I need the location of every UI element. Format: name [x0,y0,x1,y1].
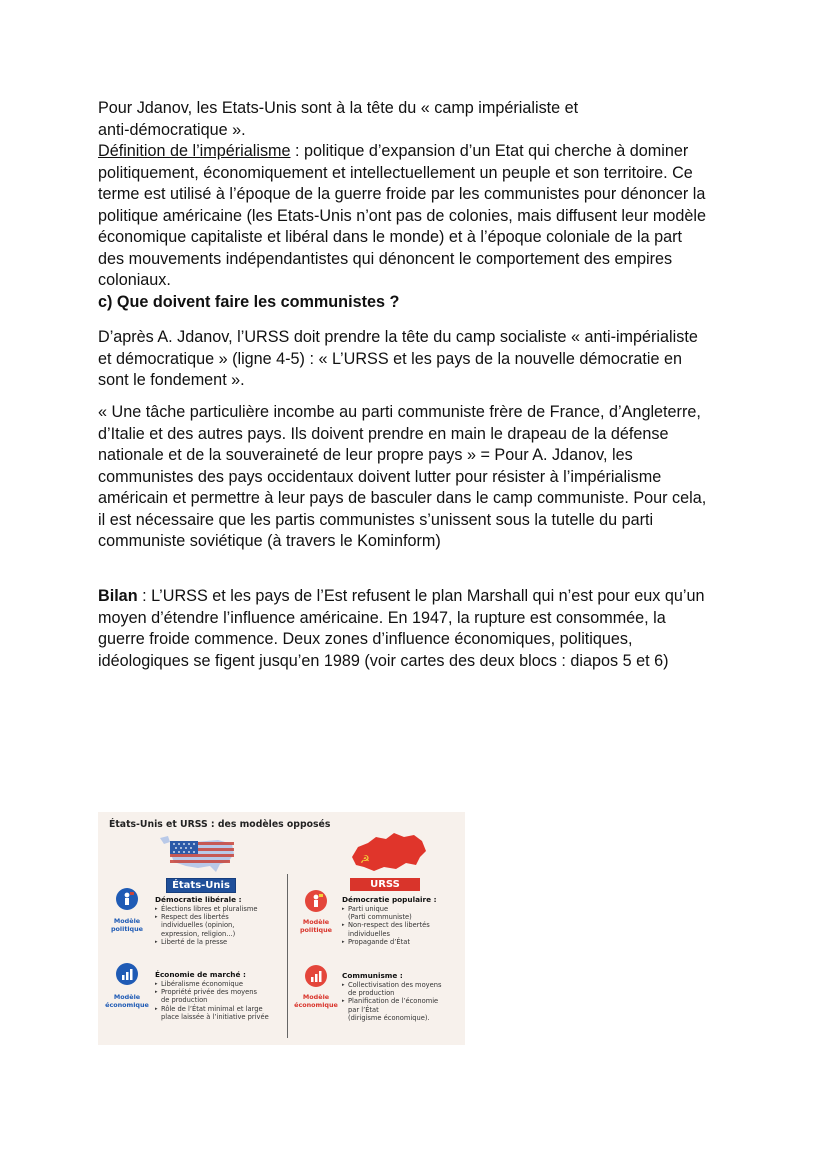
list-subline: de production [161,996,208,1005]
usa-badge: États-Unis [166,878,236,893]
list-item: ▸ Libéralisme économique [155,980,283,988]
list-item: ▸ Planification de l’économie [342,997,462,1005]
text-line: et démocratique » (ligne 4-5) : « L’URSS et les pays de la nouvelle démocratie en [98,349,682,368]
list-subline: individuelles (opinion, [161,921,235,930]
list-item: ▸ Non-respect des libertés [342,921,462,929]
list-subline: de production [348,989,395,997]
list-item: ▸ Respect des libertés [155,913,283,921]
list-subline: expression, religion...) [161,929,236,938]
caption-line: Modèle [113,993,141,1001]
text-line: idéologiques se figent jusqu’en 1989 (voir cartes des deux blocs : diapos 5 et 6) [98,651,669,670]
bilan-line [98,586,738,608]
political-model-icon [305,890,327,912]
paragraph-ussr [98,327,738,392]
definition-line [98,141,738,163]
ussr-flag-map-icon [348,829,428,875]
list-subline: (dirigisme économique). [348,1014,430,1023]
text-line: « Une tâche particulière incombe au parti communiste frère de France, d’Angleterre, [98,403,701,421]
infographic-models [98,812,465,1045]
divider [287,874,288,1038]
text-line: d’Italie et des autres pays. Ils doivent prendre en main le drapeau de la défense [98,424,669,443]
list-item: ▸ Propagande d’État [342,938,462,946]
text-line: politiquement, économiquement et intellectuellement un peuple et son territoire. Ce [98,163,693,182]
caption-line: économique [105,1000,149,1009]
text-span: : L’URSS et les pays de l’Est refusent le plan Marshall qui n’est pour eux qu’un [137,587,705,605]
ussr-economic-caption [291,994,341,1009]
svg-text:☭: ☭ [360,853,370,866]
text-line: économique capitaliste et libéral dans le monde) et à l’époque coloniale de la part [98,228,683,246]
ussr-economic-block [342,971,462,1023]
list-item: ▸ Parti unique [342,905,462,913]
text-line: américain et permettre à leur pays de basculer dans le camp communiste. Pour cela, [98,489,707,507]
caption-line: politique [110,924,144,933]
list-subline: (Parti communiste) [348,913,412,921]
list-subline: place laissée à l’initiative privée [161,1013,269,1022]
list-item: ▸ Propriété privée des moyens [155,988,283,996]
us-economic-title: Économie de marché : [155,970,246,979]
list-subline: par l’État [348,1005,379,1014]
us-political-title: Démocratie libérale : [155,895,242,904]
paragraph-quote [98,402,738,553]
text-line: nationale et de la souveraineté de leur propre pays » = Pour A. Jdanov, les [98,446,633,464]
ussr-political-block [342,895,462,947]
us-economic-block [155,970,283,1022]
us-political-block [155,895,283,947]
us-political-caption [106,918,148,933]
caption-line: Modèle [302,993,330,1001]
caption-line: Modèle [302,918,330,926]
text-line: anti-démocratique ». [98,120,246,139]
ussr-badge: URSS [350,878,420,891]
economic-model-icon [116,963,138,985]
text-line: moyen d’étendre l’influence américaine. En 1947, la rupture est consommée, la [98,608,666,627]
section-heading: c) Que doivent faire les communistes ? [98,292,400,311]
caption-line: politique [299,925,333,934]
text-line: terme est utilisé à l’époque de la guerre froide par les communistes pour dénoncer la [98,185,706,203]
list-item: ▸ Collectivisation des moyens [342,981,462,989]
bilan-label: Bilan [98,587,138,605]
caption-line: économique [294,1000,338,1009]
text-line: communistes des pays occidentaux doivent lutter pour résister à l’impérialisme [98,467,662,486]
text-line: guerre froide commence. Deux zones d’influence économiques, politiques, [98,630,633,648]
text-line: D’après A. Jdanov, l’URSS doit prendre la tête du camp socialiste « anti-impérialiste [98,328,698,346]
ussr-economic-title: Communisme : [342,971,403,980]
infographic-title: États-Unis et URSS : des modèles opposés [109,819,331,830]
list-item: ▸ Élections libres et pluralisme [155,905,283,913]
text-line: coloniaux. [98,271,171,289]
usa-flag-map-icon [158,834,238,878]
ussr-political-title: Démocratie populaire : [342,895,437,904]
caption-line: Modèle [113,917,141,925]
list-item: ▸ Liberté de la presse [155,938,283,946]
text-line: des mouvements indépendantistes qui dénoncent le comportement des empires [98,249,673,268]
list-subline: individuelles [348,929,390,938]
economic-model-icon [305,965,327,987]
list-item: ▸ Rôle de l’État minimal et large [155,1005,283,1013]
text-span: : politique d’expansion d’un Etat qui cherche à dominer [290,142,689,160]
ussr-political-caption [295,919,337,934]
text-line: il est nécessaire que les partis communistes s’unissent sous la tutelle du parti [98,510,654,529]
text-line: sont le fondement ». [98,371,245,389]
us-economic-caption [102,994,152,1009]
text-line: politique américaine (les Etats-Unis n’ont pas de colonies, mais diffusent leur modèle [98,206,706,225]
text-line: Pour Jdanov, les Etats-Unis sont à la tête du « camp impérialiste et [98,99,579,117]
paragraph-bilan [98,586,738,672]
political-model-icon [116,888,138,910]
intro-block [98,98,738,313]
definition-term: Définition de l’impérialisme [98,142,291,160]
text-line: communiste soviétique (à travers le Kominform) [98,532,441,550]
